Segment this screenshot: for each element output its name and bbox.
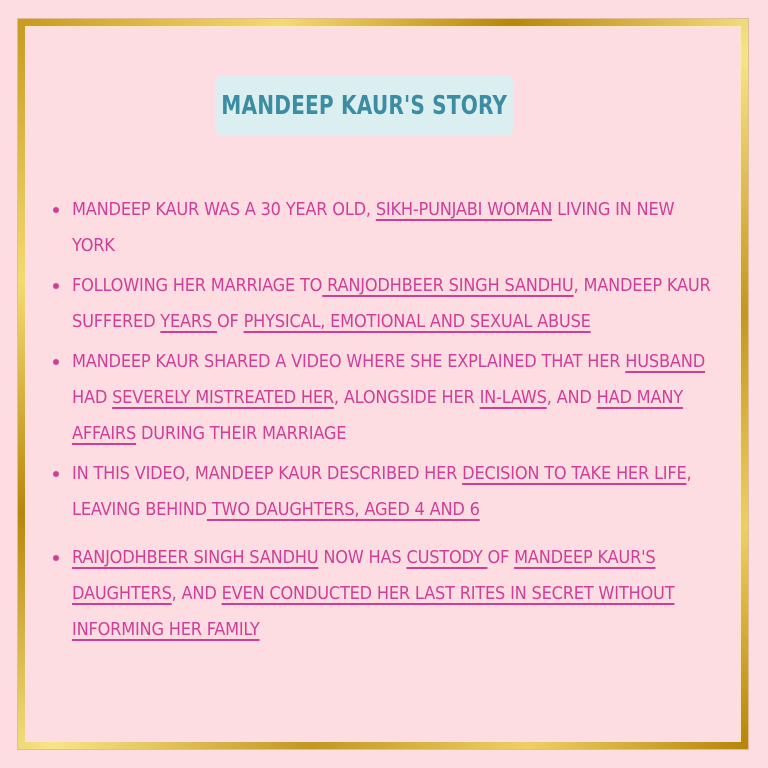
story-text-segment: DURING THEIR MARRIAGE <box>136 423 347 444</box>
story-text-underlined: IN-LAWS <box>479 387 547 408</box>
story-text-segment: HAD <box>72 387 113 408</box>
bullet-icon <box>53 471 59 477</box>
bullet-icon <box>53 283 59 289</box>
title-banner <box>215 75 513 136</box>
story-text-segment: , ALONGSIDE HER <box>333 387 480 408</box>
story-text-segment: IN THIS VIDEO, MANDEEP KAUR DESCRIBED HER <box>72 463 463 484</box>
story-text-underlined: SEVERELY MISTREATED HER <box>112 387 334 408</box>
story-text-segment: , LEAVING BEHIND <box>72 463 692 520</box>
list-item <box>50 268 720 340</box>
story-text-underlined: TWO DAUGHTERS, AGED 4 AND 6 <box>206 499 480 520</box>
list-item <box>50 192 720 264</box>
story-text-segment: MANDEEP KAUR SHARED A VIDEO WHERE SHE EXPLAINED THAT HER <box>72 351 626 372</box>
story-text-underlined: MANDEEP KAUR'S DAUGHTERS <box>72 547 656 604</box>
story-text-underlined: EVEN CONDUCTED HER LAST RITES IN SECRET WITHOUT INFORMING HER FAMILY <box>72 583 675 640</box>
story-text-underlined: PHYSICAL, EMOTIONAL AND SEXUAL ABUSE <box>243 311 591 332</box>
story-text-underlined: DECISION TO TAKE HER LIFE <box>462 463 687 484</box>
list-item <box>50 456 720 528</box>
story-text-segment: , AND <box>171 583 222 604</box>
story-text-underlined: HAD MANY AFFAIRS <box>72 387 683 444</box>
story-text-underlined: YEARS <box>160 311 217 332</box>
story-text-underlined: CUSTODY <box>406 547 488 568</box>
story-text-underlined: RANJODHBEER SINGH SANDHU <box>72 547 319 568</box>
story-text-segment: , MANDEEP KAUR SUFFERED <box>72 275 711 332</box>
story-text-segment: LIVING IN NEW YORK <box>72 199 675 256</box>
story-text-segment: OF <box>487 547 515 568</box>
list-item <box>50 344 720 452</box>
story-text-segment: FOLLOWING HER MARRIAGE TO <box>72 275 323 296</box>
story-text-segment: OF <box>216 311 244 332</box>
story-text-underlined: HUSBAND <box>625 351 705 372</box>
story-text-segment: MANDEEP KAUR WAS A 30 YEAR OLD, <box>72 199 376 220</box>
story-text-segment: , AND <box>546 387 597 408</box>
list-item <box>50 540 720 648</box>
bullet-icon <box>53 555 59 561</box>
story-bullet-list <box>50 192 720 648</box>
bullet-icon <box>53 207 59 213</box>
bullet-icon <box>53 359 59 365</box>
story-text-segment: NOW HAS <box>318 547 407 568</box>
story-text-underlined: SIKH-PUNJABI WOMAN <box>375 199 553 220</box>
page-title: MANDEEP KAUR'S STORY <box>221 90 507 121</box>
story-text-underlined: RANJODHBEER SINGH SANDHU <box>322 275 574 296</box>
